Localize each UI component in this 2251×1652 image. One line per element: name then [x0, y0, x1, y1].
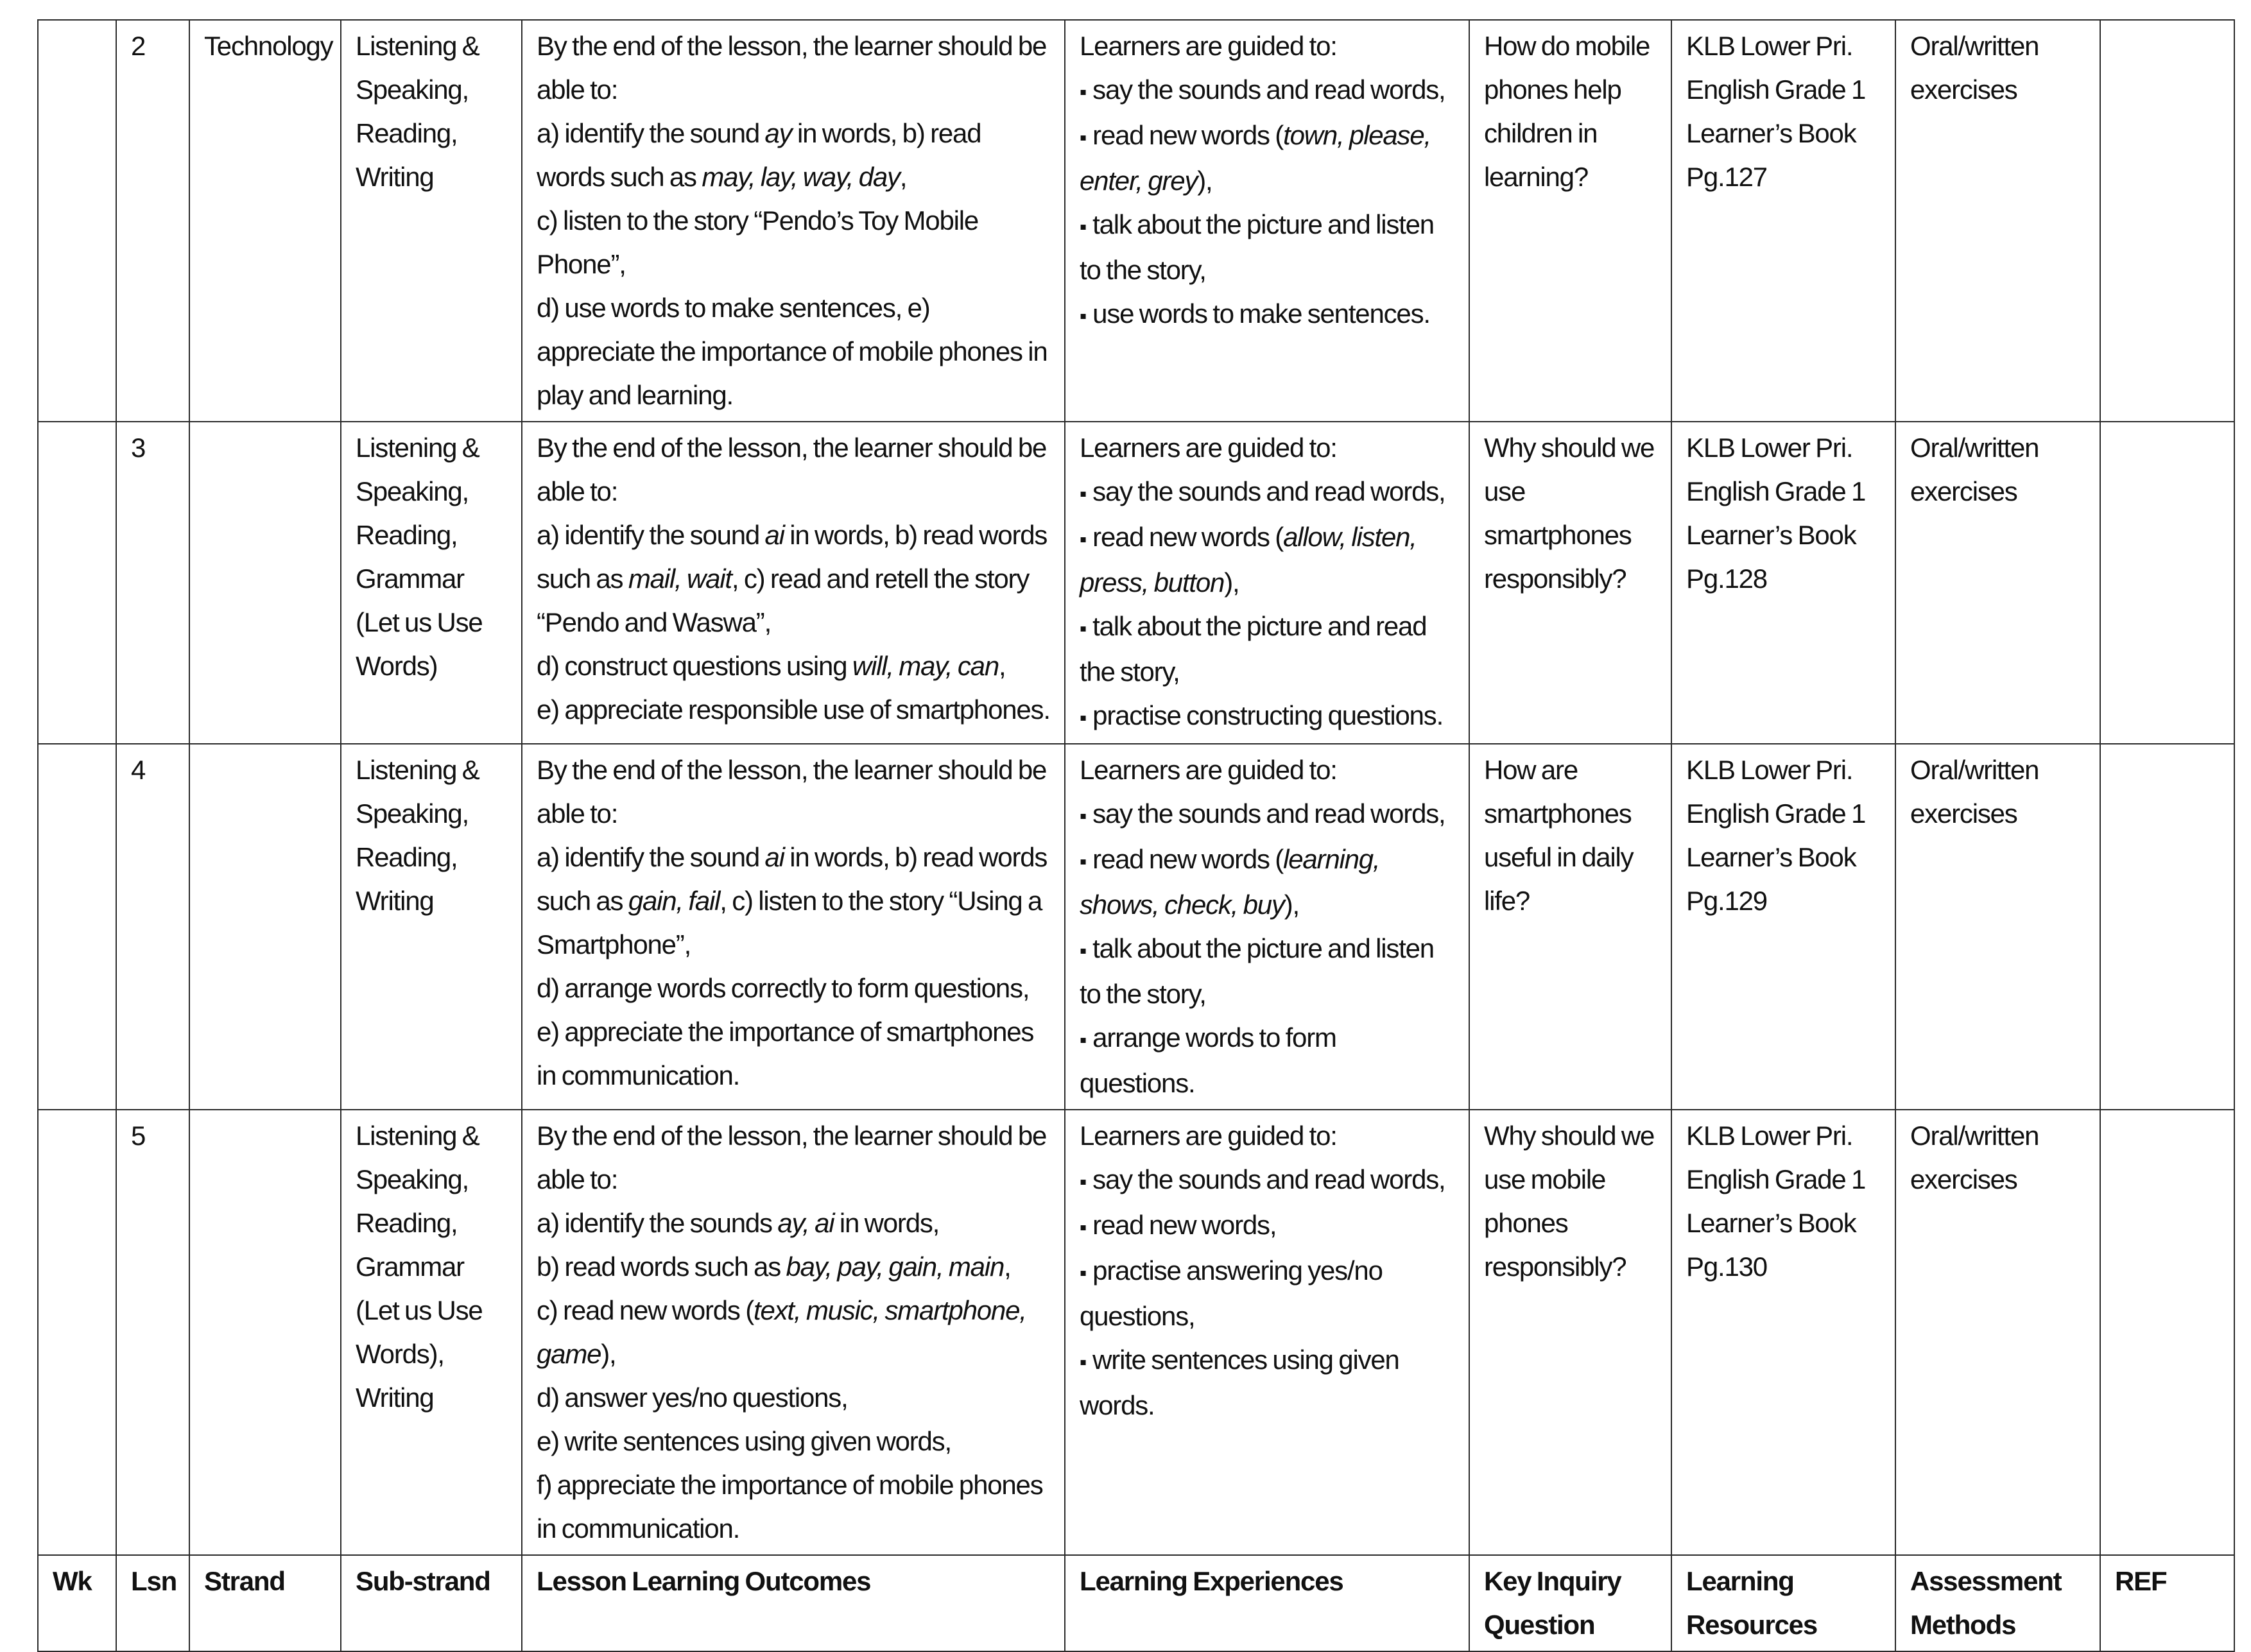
- experience-line: [1080, 694, 1456, 739]
- column-header-lsn: Lsn: [116, 1555, 189, 1651]
- cell-lsn: 5: [116, 1110, 189, 1555]
- outcome-line: [537, 1114, 1051, 1201]
- sub-strand-line: Listening &: [356, 755, 479, 785]
- table-row: [38, 422, 2234, 744]
- experience-line: [1080, 24, 1456, 68]
- bullet-icon: [1080, 476, 1092, 506]
- table-header-row: [38, 1555, 2234, 1651]
- cell-experiences: [1065, 744, 1469, 1110]
- experience-line: [1080, 1158, 1456, 1203]
- sub-strand-line: Writing: [356, 162, 434, 192]
- text-segment: say the sounds and read words,: [1092, 798, 1445, 829]
- scheme-of-work-table: [37, 19, 2235, 1652]
- cell-learning-resources: KLB Lower Pri. English Grade 1 Learner’s Book Pg.128: [1671, 422, 1895, 744]
- cell-wk: [38, 20, 116, 422]
- experience-line: [1080, 748, 1456, 792]
- text-segment: ,: [1004, 1252, 1011, 1282]
- sub-strand-line: Speaking,: [356, 798, 469, 829]
- italic-text: allow, listen, press, button: [1080, 522, 1417, 598]
- text-segment: talk about the picture and listen to the story,: [1080, 933, 1434, 1009]
- text-segment: arrange words to form questions.: [1080, 1022, 1336, 1098]
- sub-strand-line: Reading,: [356, 520, 458, 550]
- experience-line: [1080, 927, 1456, 1016]
- bullet-icon: [1080, 74, 1092, 105]
- cell-inquiry-question: Why should we use smartphones responsibly?: [1469, 422, 1671, 744]
- table-row: [38, 1110, 2234, 1555]
- outcome-line: [537, 426, 1051, 513]
- experience-line: [1080, 68, 1456, 114]
- experience-line: [1080, 292, 1456, 338]
- experience-line: [1080, 1338, 1456, 1427]
- italic-text: may, lay, way, day: [702, 162, 900, 192]
- cell-sub-strand: [341, 1110, 522, 1555]
- text-segment: practise answering yes/no questions,: [1080, 1255, 1383, 1331]
- sub-strand-line: Listening &: [356, 1121, 479, 1151]
- text-segment: talk about the picture and listen to the story,: [1080, 209, 1434, 285]
- cell-strand: [189, 422, 341, 744]
- bullet-icon: [1080, 611, 1092, 641]
- sub-strand-line: Writing: [356, 1382, 434, 1413]
- cell-learning-resources: KLB Lower Pri. English Grade 1 Learner’s Book Pg.127: [1671, 20, 1895, 422]
- outcome-line: [537, 1289, 1051, 1376]
- italic-text: will, may, can: [852, 651, 999, 681]
- italic-text: gain, fail: [628, 886, 720, 916]
- bullet-icon: [1080, 1255, 1092, 1286]
- text-segment: Learners are guided to:: [1080, 31, 1337, 61]
- text-segment: ,: [998, 651, 1006, 681]
- cell-outcomes: [522, 422, 1065, 744]
- sub-strand-line: Reading,: [356, 1208, 458, 1238]
- text-segment: Learners are guided to:: [1080, 433, 1337, 463]
- text-segment: read new words (: [1092, 844, 1284, 874]
- text-segment: ),: [1197, 166, 1212, 196]
- bullet-icon: [1080, 844, 1092, 874]
- sub-strand-line: Speaking,: [356, 74, 469, 105]
- text-segment: Learners are guided to:: [1080, 1121, 1337, 1151]
- text-segment: d) use words to make sentences, e) appreciate the importance of mobile phones in play and learning.: [537, 293, 1048, 410]
- cell-inquiry-question: Why should we use mobile phones responsibly?: [1469, 1110, 1671, 1555]
- italic-text: ay, ai: [777, 1208, 834, 1238]
- text-segment: say the sounds and read words,: [1092, 74, 1445, 105]
- text-segment: a) identify the sound: [537, 118, 765, 148]
- cell-learning-resources: KLB Lower Pri. English Grade 1 Learner’s Book Pg.130: [1671, 1110, 1895, 1555]
- outcome-line: [537, 1420, 1051, 1463]
- sub-strand-line: Listening &: [356, 433, 479, 463]
- experience-line: [1080, 1203, 1456, 1249]
- cell-outcomes: [522, 1110, 1065, 1555]
- bullet-icon: [1080, 209, 1092, 239]
- cell-sub-strand: [341, 744, 522, 1110]
- bullet-icon: [1080, 798, 1092, 829]
- text-segment: talk about the picture and read the story,: [1080, 611, 1427, 687]
- cell-outcomes: [522, 744, 1065, 1110]
- experience-line: [1080, 426, 1456, 470]
- cell-lsn: 3: [116, 422, 189, 744]
- outcome-line: [537, 1376, 1051, 1420]
- text-segment: c) read new words (: [537, 1295, 754, 1325]
- bullet-icon: [1080, 1210, 1092, 1240]
- text-segment: b) read words such as: [537, 1252, 786, 1282]
- italic-text: learning, shows, check, buy: [1080, 844, 1380, 920]
- bullet-icon: [1080, 1022, 1092, 1053]
- cell-experiences: [1065, 20, 1469, 422]
- experience-line: [1080, 470, 1456, 515]
- sub-strand-line: Grammar (Let us Use Words): [356, 564, 483, 681]
- cell-inquiry-question: How do mobile phones help children in learning?: [1469, 20, 1671, 422]
- cell-inquiry-question: How are smartphones useful in daily life?: [1469, 744, 1671, 1110]
- text-segment: in words, b) read words such as: [537, 842, 1048, 916]
- text-segment: e) write sentences using given words,: [537, 1426, 951, 1456]
- outcome-line: [537, 286, 1051, 417]
- cell-outcomes: [522, 20, 1065, 422]
- text-segment: By the end of the lesson, the learner should be able to:: [537, 31, 1047, 105]
- cell-wk: [38, 422, 116, 744]
- experience-line: [1080, 1016, 1456, 1105]
- italic-text: text, music, smartphone, game: [537, 1295, 1026, 1369]
- experience-line: [1080, 792, 1456, 838]
- text-segment: Learners are guided to:: [1080, 755, 1337, 785]
- bullet-icon: [1080, 298, 1092, 329]
- outcome-line: [537, 1245, 1051, 1289]
- italic-text: ay: [764, 118, 792, 148]
- outcome-line: [537, 748, 1051, 836]
- cell-assessment-methods: Oral/written exercises: [1895, 422, 2100, 744]
- table-row: [38, 20, 2234, 422]
- cell-lsn: 2: [116, 20, 189, 422]
- experience-line: [1080, 203, 1456, 292]
- table-body: [38, 20, 2234, 1651]
- experience-line: [1080, 114, 1456, 203]
- text-segment: , c) read and retell the story “Pendo and Waswa”,: [537, 564, 1030, 637]
- text-segment: practise constructing questions.: [1092, 700, 1444, 730]
- text-segment: a) identify the sound: [537, 520, 765, 550]
- text-segment: , c) listen to the story “Using a Smartphone”,: [537, 886, 1042, 959]
- text-segment: ),: [601, 1339, 616, 1369]
- cell-ref: [2100, 20, 2234, 422]
- cell-ref: [2100, 744, 2234, 1110]
- bullet-icon: [1080, 1164, 1092, 1194]
- bullet-icon: [1080, 522, 1092, 552]
- column-header-inquiry: Key Inquiry Question: [1469, 1555, 1671, 1651]
- sub-strand-line: Reading,: [356, 118, 458, 148]
- text-segment: use words to make sentences.: [1092, 298, 1430, 329]
- text-segment: a) identify the sound: [537, 842, 765, 872]
- cell-experiences: [1065, 1110, 1469, 1555]
- outcome-line: [537, 1201, 1051, 1245]
- text-segment: a) identify the sounds: [537, 1208, 778, 1238]
- cell-assessment-methods: Oral/written exercises: [1895, 744, 2100, 1110]
- cell-wk: [38, 1110, 116, 1555]
- bullet-icon: [1080, 933, 1092, 963]
- outcome-line: [537, 199, 1051, 286]
- experience-line: [1080, 1249, 1456, 1338]
- cell-assessment-methods: Oral/written exercises: [1895, 20, 2100, 422]
- text-segment: ),: [1284, 890, 1300, 920]
- column-header-ref: REF: [2100, 1555, 2234, 1651]
- text-segment: By the end of the lesson, the learner should be able to:: [537, 1121, 1047, 1194]
- experience-line: [1080, 838, 1456, 927]
- text-segment: say the sounds and read words,: [1092, 476, 1445, 506]
- column-header-resources: Learning Resources: [1671, 1555, 1895, 1651]
- italic-text: town, please, enter, grey: [1080, 120, 1431, 196]
- italic-text: ai: [764, 842, 784, 872]
- outcome-line: [537, 513, 1051, 644]
- outcome-line: [537, 644, 1051, 688]
- text-segment: By the end of the lesson, the learner should be able to:: [537, 433, 1047, 506]
- text-segment: By the end of the lesson, the learner should be able to:: [537, 755, 1047, 829]
- text-segment: ,: [899, 162, 907, 192]
- sub-strand-line: Writing: [356, 886, 434, 916]
- bullet-icon: [1080, 1345, 1092, 1375]
- sub-strand-line: Listening &: [356, 31, 479, 61]
- outcome-line: [537, 1010, 1051, 1097]
- text-segment: say the sounds and read words,: [1092, 1164, 1445, 1194]
- cell-learning-resources: KLB Lower Pri. English Grade 1 Learner’s Book Pg.129: [1671, 744, 1895, 1110]
- outcome-line: [537, 24, 1051, 112]
- text-segment: e) appreciate the importance of smartphones in communication.: [537, 1017, 1034, 1090]
- cell-assessment-methods: Oral/written exercises: [1895, 1110, 2100, 1555]
- sub-strand-line: Reading,: [356, 842, 458, 872]
- column-header-assessment: Assessment Methods: [1895, 1555, 2100, 1651]
- text-segment: c) listen to the story “Pendo’s Toy Mobile Phone”,: [537, 205, 979, 279]
- column-header-wk: Wk: [38, 1555, 116, 1651]
- text-segment: read new words (: [1092, 120, 1284, 150]
- cell-wk: [38, 744, 116, 1110]
- table-row: [38, 744, 2234, 1110]
- sub-strand-line: Speaking,: [356, 1164, 469, 1194]
- text-segment: read new words,: [1092, 1210, 1277, 1240]
- cell-ref: [2100, 422, 2234, 744]
- text-segment: in words, b) read words such as: [537, 520, 1048, 594]
- sub-strand-line: Grammar (Let us Use Words),: [356, 1252, 483, 1369]
- text-segment: write sentences using given words.: [1080, 1345, 1399, 1420]
- text-segment: d) arrange words correctly to form questions,: [537, 973, 1030, 1003]
- column-header-strand: Strand: [189, 1555, 341, 1651]
- bullet-icon: [1080, 120, 1092, 150]
- cell-ref: [2100, 1110, 2234, 1555]
- column-header-experiences: Learning Experiences: [1065, 1555, 1469, 1651]
- cell-lsn: 4: [116, 744, 189, 1110]
- scheme-of-work-page: [37, 19, 2234, 1652]
- sub-strand-line: Speaking,: [356, 476, 469, 506]
- text-segment: read new words (: [1092, 522, 1284, 552]
- text-segment: e) appreciate responsible use of smartphones.: [537, 694, 1050, 725]
- text-segment: f) appreciate the importance of mobile phones in communication.: [537, 1470, 1043, 1544]
- column-header-sub-strand: Sub-strand: [341, 1555, 522, 1651]
- cell-sub-strand: [341, 20, 522, 422]
- outcome-line: [537, 1463, 1051, 1551]
- outcome-line: [537, 967, 1051, 1010]
- text-segment: d) answer yes/no questions,: [537, 1382, 848, 1413]
- italic-text: ai: [764, 520, 784, 550]
- text-segment: ),: [1224, 567, 1239, 598]
- outcome-line: [537, 112, 1051, 199]
- cell-strand: Technology: [189, 20, 341, 422]
- cell-strand: [189, 1110, 341, 1555]
- cell-sub-strand: [341, 422, 522, 744]
- experience-line: [1080, 605, 1456, 694]
- italic-text: bay, pay, gain, main: [786, 1252, 1005, 1282]
- experience-line: [1080, 515, 1456, 605]
- text-segment: in words, b) read words such as: [537, 118, 981, 192]
- column-header-outcomes: Lesson Learning Outcomes: [522, 1555, 1065, 1651]
- outcome-line: [537, 688, 1051, 732]
- bullet-icon: [1080, 700, 1092, 730]
- cell-experiences: [1065, 422, 1469, 744]
- text-segment: in words,: [834, 1208, 940, 1238]
- cell-strand: [189, 744, 341, 1110]
- text-segment: d) construct questions using: [537, 651, 852, 681]
- experience-line: [1080, 1114, 1456, 1158]
- italic-text: mail, wait: [628, 564, 732, 594]
- outcome-line: [537, 836, 1051, 967]
